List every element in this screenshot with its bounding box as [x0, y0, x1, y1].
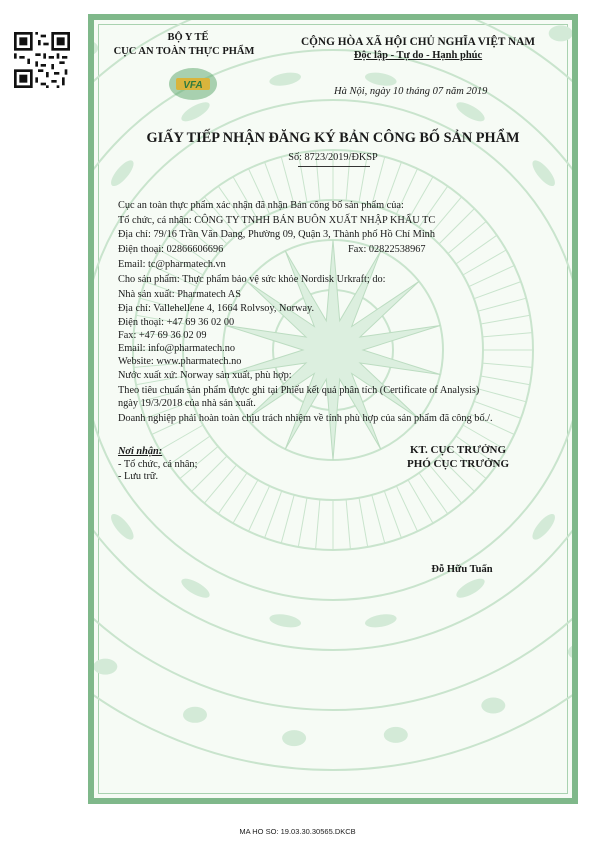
- intro-text: Cục an toàn thực phẩm xác nhận đã nhận Bản công bố sản phẩm của:: [118, 200, 404, 211]
- signature-subtitle: PHÓ CỤC TRƯỞNG: [406, 458, 510, 470]
- document-number: Số: 8723/2019/ĐKSP: [288, 152, 378, 163]
- certificate-frame: [88, 14, 578, 804]
- national-motto: Độc lập - Tự do - Hạnh phúc: [353, 50, 483, 61]
- organization-phone: Điện thoại: 02866606696: [118, 244, 224, 255]
- recipients-heading: Nơi nhận:: [118, 446, 163, 457]
- organization-address: Địa chỉ: 79/16 Trần Văn Dang, Phường 09, Quận 3, Thành phố Hồ Chí Minh: [118, 229, 435, 240]
- title-underline: [298, 166, 370, 167]
- place-and-date: Hà Nội, ngày 10 tháng 07 năm 2019: [334, 86, 488, 97]
- manufacturer-phone: Điện thoại: +47 69 36 02 00: [118, 317, 235, 328]
- qr-code-icon: [14, 32, 70, 88]
- vfa-logo-icon: [164, 64, 222, 104]
- signature-title: KT. CỤC TRƯỞNG: [409, 444, 507, 456]
- standard-line-2: ngày 19/3/2018 của nhà sản xuất.: [118, 398, 256, 409]
- origin-line: Nước xuất xứ: Norway sản xuất, phù hợp:: [118, 370, 292, 381]
- organization-line: Tổ chức, cá nhân: CÔNG TY TNHH BÁN BUÔN XUẤT NHẬP KHẨU TC: [118, 215, 436, 226]
- manufacturer-website: Website: www.pharmatech.no: [118, 356, 242, 367]
- product-line: Cho sản phẩm: Thực phẩm bảo vệ sức khỏe Nordisk Urkraft; do:: [118, 274, 386, 285]
- department-name: CỤC AN TOÀN THỰC PHẨM: [113, 46, 255, 57]
- organization-fax: Fax: 02822538967: [348, 244, 426, 255]
- document-title: GIẤY TIẾP NHẬN ĐĂNG KÝ BẢN CÔNG BỐ SẢN PHẨM: [146, 130, 520, 146]
- responsibility-line: Doanh nghiệp phải hoàn toàn chịu trách nhiệm về tính phù hợp của sản phẩm đã công bố./.: [118, 413, 493, 424]
- country-name: CỘNG HÒA XÃ HỘI CHỦ NGHĨA VIỆT NAM: [300, 36, 536, 48]
- manufacturer-line: Nhà sản xuất: Pharmatech AS: [118, 289, 241, 300]
- recipient-item: - Lưu trữ.: [118, 471, 159, 482]
- recipient-item: - Tổ chức, cá nhân;: [118, 459, 198, 470]
- dossier-code: MA HO SO: 19.03.30.30565.DKCB: [239, 827, 356, 836]
- organization-email: Email: tc@pharmatech.vn: [118, 259, 226, 270]
- signer-name: Đỗ Hữu Tuấn: [431, 564, 493, 575]
- manufacturer-fax: Fax: +47 69 36 02 09: [118, 330, 207, 341]
- standard-line-1: Theo tiêu chuẩn sản phẩm được ghi tại Phiếu kết quả phân tích (Certificate of Analysis): [118, 385, 480, 396]
- ministry-name: BỘ Y TẾ: [167, 32, 209, 43]
- logo-text: VFA: [183, 80, 203, 91]
- manufacturer-email: Email: info@pharmatech.no: [118, 343, 235, 354]
- manufacturer-address: Địa chỉ: Vallehellene 4, 1664 Rolvsoy, Norway.: [118, 303, 315, 314]
